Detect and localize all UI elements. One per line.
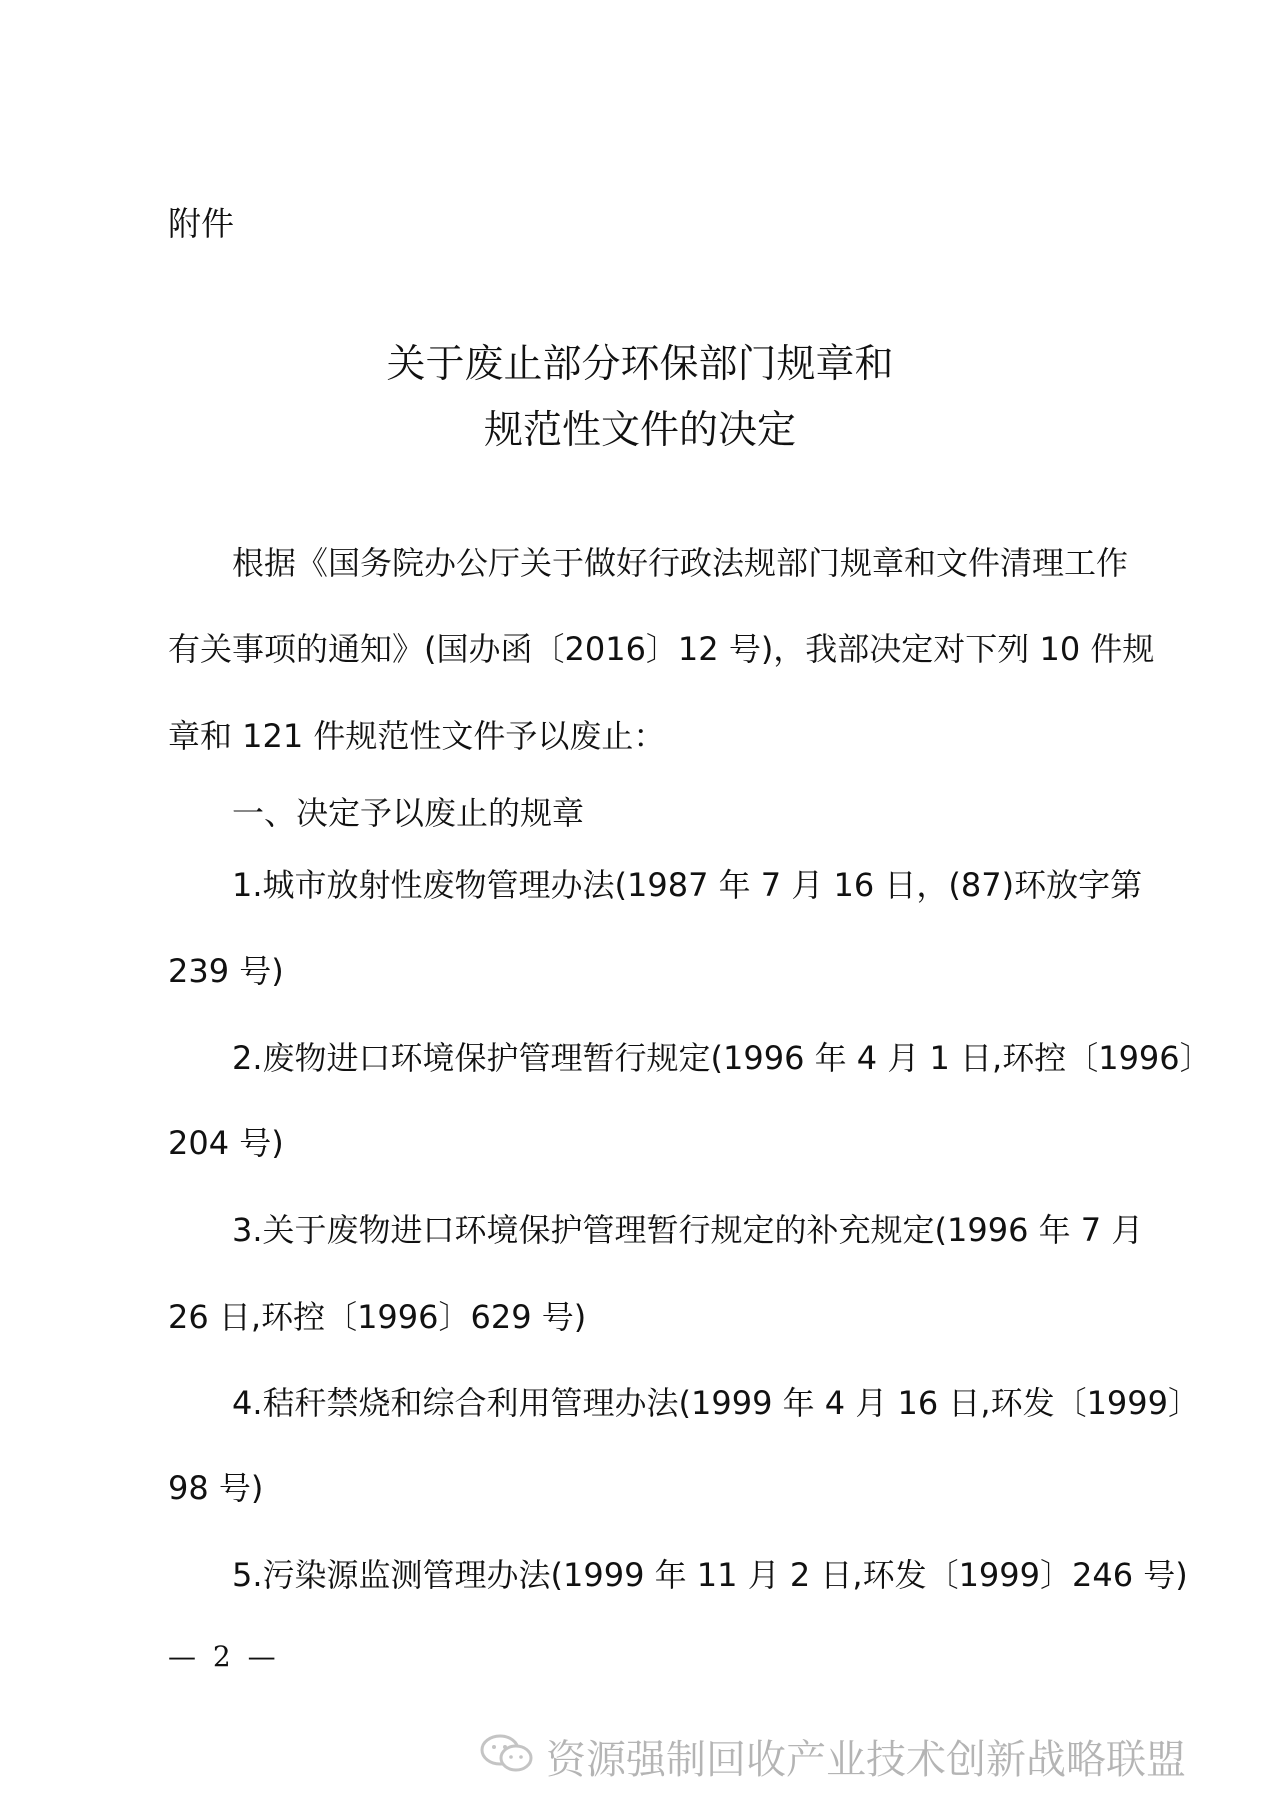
- list-item-1-line-2: 239 号): [168, 952, 284, 990]
- wechat-icon: [478, 1730, 538, 1776]
- list-item-4-line-1: 4.秸秆禁烧和综合利用管理办法(1999 年 4 月 16 日,环发〔1999〕: [232, 1384, 1201, 1422]
- document-title-line-1: 关于废止部分环保部门规章和: [386, 342, 894, 387]
- list-item-4-line-2: 98 号): [168, 1469, 264, 1507]
- intro-line-3: 章和 121 件规范性文件予以废止：: [168, 717, 666, 755]
- document-title-line-2: 规范性文件的决定: [483, 408, 796, 453]
- list-item-2-line-1: 2.废物进口环境保护管理暂行规定(1996 年 4 月 1 日,环控〔1996〕: [232, 1039, 1212, 1077]
- intro-line-1: 根据《国务院办公厅关于做好行政法规部门规章和文件清理工作: [232, 544, 1129, 582]
- list-item-5-line-1: 5.污染源监测管理办法(1999 年 11 月 2 日,环发〔1999〕246 号): [232, 1556, 1188, 1594]
- intro-line-2: 有关事项的通知》(国办函〔2016〕12 号)，我部决定对下列 10 件规: [168, 630, 1155, 668]
- section-heading: 一、决定予以废止的规章: [232, 794, 585, 832]
- list-item-3-line-2: 26 日,环控〔1996〕629 号): [168, 1298, 587, 1336]
- page-number: — 2 —: [168, 1640, 280, 1673]
- list-item-1-line-1: 1.城市放射性废物管理办法(1987 年 7 月 16 日，(87)环放字第: [232, 866, 1143, 904]
- watermark-text: 资源强制回收产业技术创新战略联盟: [546, 1737, 1186, 1783]
- list-item-3-line-1: 3.关于废物进口环境保护管理暂行规定的补充规定(1996 年 7 月: [232, 1211, 1144, 1249]
- list-item-2-line-2: 204 号): [168, 1124, 284, 1162]
- attachment-label: 附件: [168, 204, 234, 243]
